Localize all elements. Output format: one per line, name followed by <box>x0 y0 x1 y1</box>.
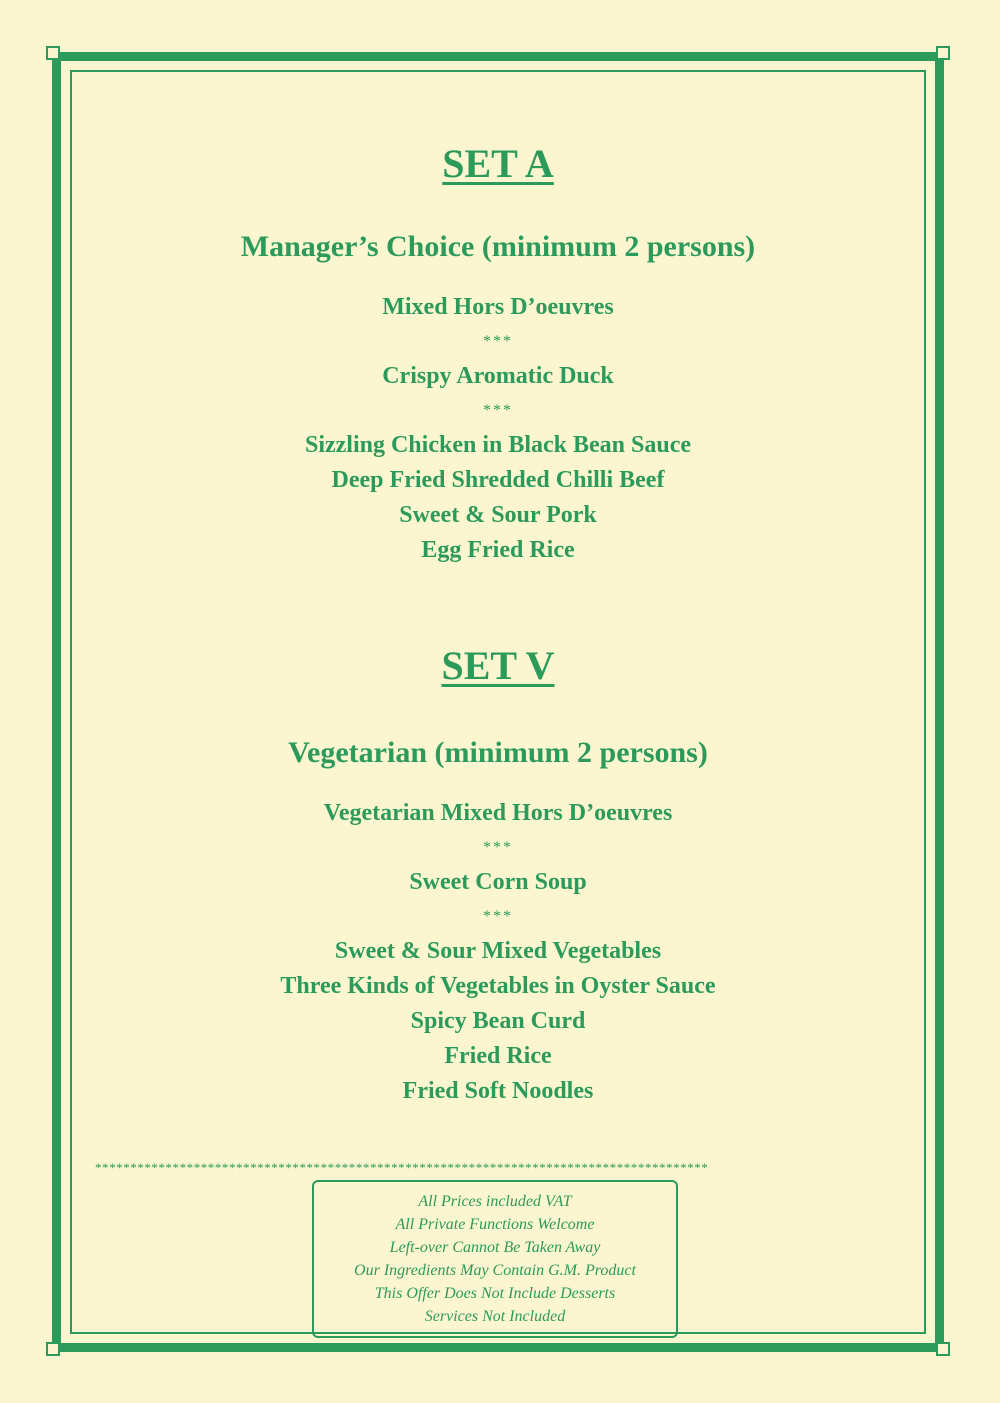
notice-box <box>312 1180 678 1338</box>
notice-line: Services Not Included <box>424 1308 566 1325</box>
set-v-course-starter: Vegetarian Mixed Hors D’oeuvres <box>323 800 673 826</box>
set-v-main-dish: Fried Soft Noodles <box>402 1078 594 1104</box>
corner-ornament-bottom-right <box>936 1342 950 1356</box>
set-v-main-dish: Fried Rice <box>444 1043 552 1069</box>
set-a-subtitle: Manager’s Choice (minimum 2 persons) <box>240 230 756 263</box>
corner-ornament-top-right <box>936 46 950 60</box>
notice-line: Left-over Cannot Be Taken Away <box>389 1239 601 1256</box>
set-v-course-separator: *** <box>483 908 513 925</box>
set-v-courses <box>72 796 924 1109</box>
set-v-main-dish: Spicy Bean Curd <box>410 1008 586 1034</box>
notice-line: All Private Functions Welcome <box>395 1216 595 1233</box>
set-v-section <box>72 643 924 1109</box>
set-a-course-second: Crispy Aromatic Duck <box>382 363 614 389</box>
set-a-main-dish: Sizzling Chicken in Black Bean Sauce <box>304 432 692 458</box>
corner-ornament-top-left <box>46 46 60 60</box>
set-a-section <box>72 141 924 568</box>
set-a-courses <box>72 290 924 568</box>
notice-line: All Prices included VAT <box>418 1193 572 1210</box>
set-a-main-dish: Sweet & Sour Pork <box>399 502 597 528</box>
star-divider: *************************************************************************************** <box>95 1160 709 1175</box>
set-a-main-dish: Egg Fried Rice <box>421 537 575 563</box>
set-v-course-second: Sweet Corn Soup <box>409 869 587 895</box>
set-a-course-separator: *** <box>483 333 513 350</box>
set-v-main-dish: Three Kinds of Vegetables in Oyster Sauce <box>280 973 716 999</box>
set-v-title: SET V <box>441 643 555 688</box>
set-a-title: SET A <box>442 141 554 186</box>
set-v-main-dish: Sweet & Sour Mixed Vegetables <box>334 938 662 964</box>
set-a-main-dish: Deep Fried Shredded Chilli Beef <box>331 467 665 493</box>
notice-line: This Offer Does Not Include Desserts <box>374 1285 616 1302</box>
notice-line: Our Ingredients May Contain G.M. Product <box>354 1262 636 1279</box>
set-v-course-separator: *** <box>483 839 513 856</box>
set-a-course-starter: Mixed Hors D’oeuvres <box>382 294 614 320</box>
corner-ornament-bottom-left <box>46 1342 60 1356</box>
menu-content <box>72 72 924 1109</box>
set-v-subtitle: Vegetarian (minimum 2 persons) <box>288 736 708 769</box>
set-a-course-separator: *** <box>483 402 513 419</box>
